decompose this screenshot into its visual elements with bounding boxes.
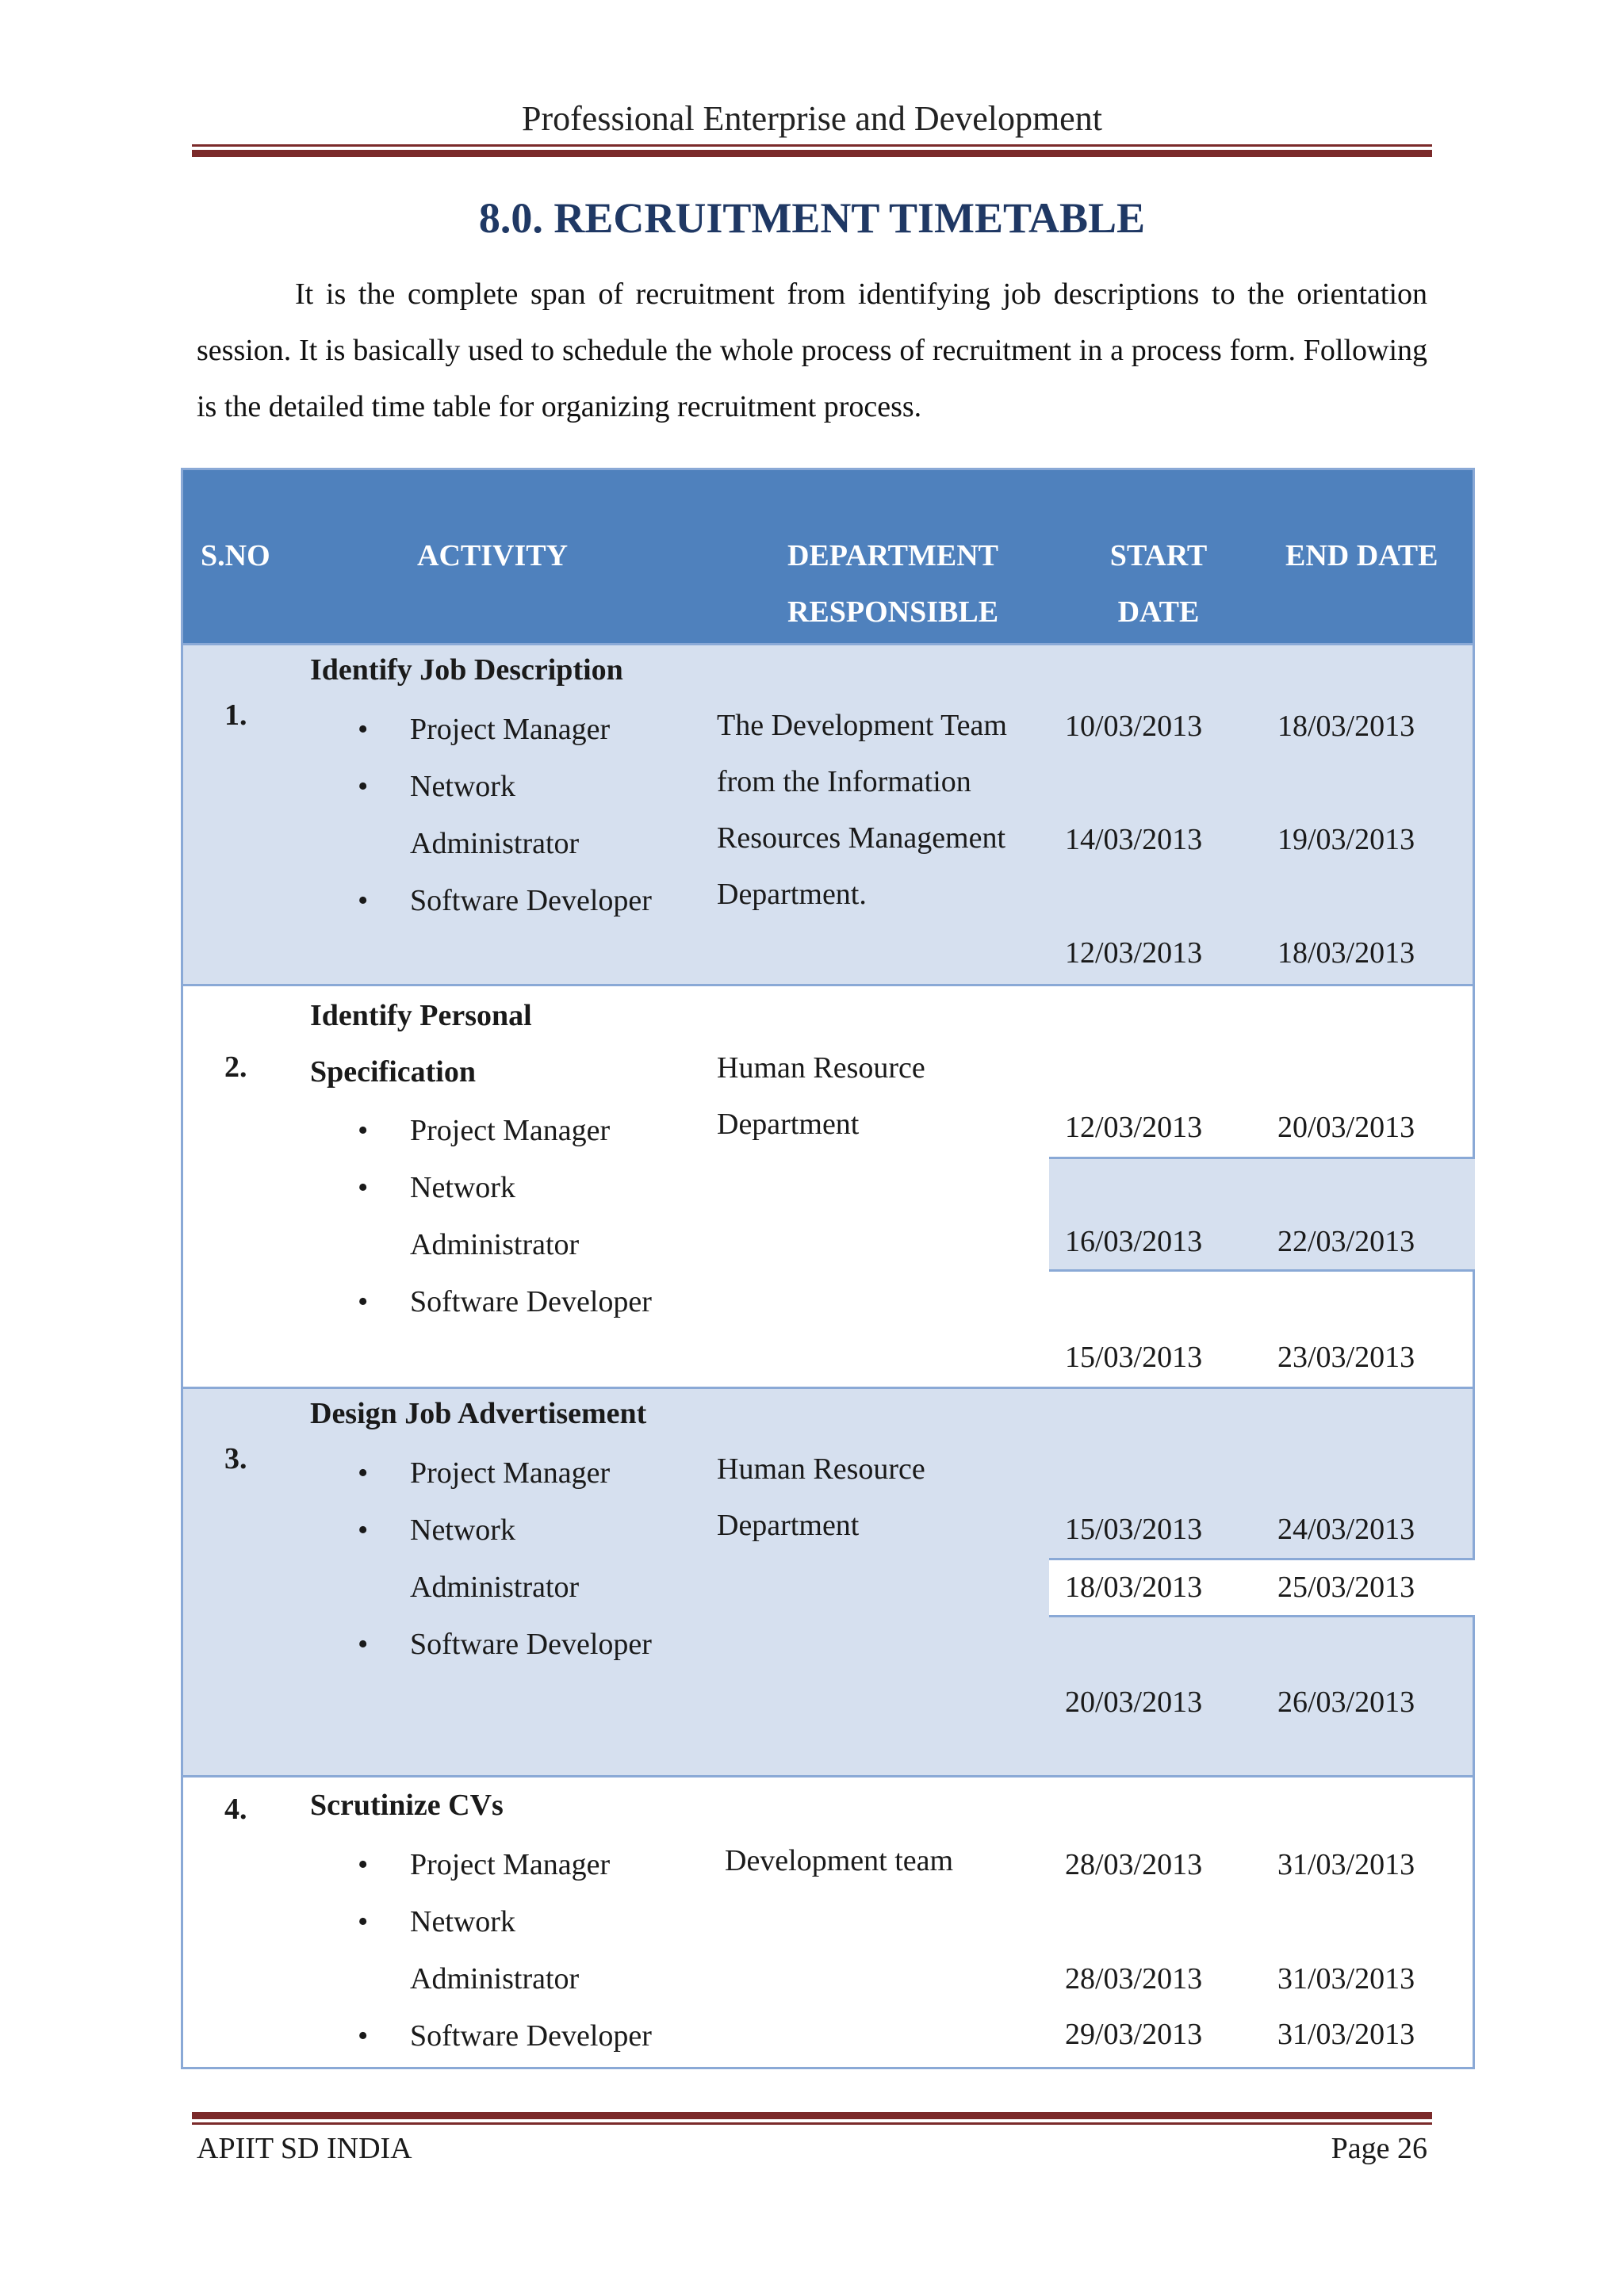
col-end: END DATE — [1285, 539, 1438, 572]
end-date: 31/03/2013 — [1277, 1962, 1415, 1996]
end-date: 31/03/2013 — [1277, 1848, 1415, 1881]
list-item: • Project Manager — [358, 1836, 691, 1893]
end-date: 19/03/2013 — [1277, 823, 1415, 856]
start-date: 28/03/2013 — [1065, 1848, 1203, 1881]
start-date: 15/03/2013 — [1065, 1341, 1203, 1374]
row-number: 4. — [224, 1793, 247, 1826]
list-item: • Software Developer — [358, 1273, 691, 1330]
row-number: 1. — [224, 698, 247, 732]
activity-title: Scrutinize CVs — [310, 1789, 504, 1822]
end-date: 18/03/2013 — [1277, 936, 1415, 970]
list-item: • Network — [358, 1159, 691, 1216]
footer-rule-thick — [192, 2112, 1432, 2119]
role-list — [358, 1836, 691, 2064]
bullet-icon: • — [358, 2019, 369, 2053]
list-item: • Software Developer — [358, 2007, 691, 2064]
list-item: • Software Developer — [358, 872, 691, 929]
start-date: 28/03/2013 — [1065, 1962, 1203, 1996]
start-date: 20/03/2013 — [1065, 1686, 1203, 1719]
col-start — [1095, 528, 1222, 641]
bullet-icon: • — [358, 1848, 369, 1881]
table-row — [183, 643, 1473, 984]
department: Human Resource Department — [717, 1051, 925, 1141]
running-header: Professional Enterprise and Development — [522, 99, 1102, 138]
end-date: 20/03/2013 — [1277, 1111, 1415, 1144]
end-date: 24/03/2013 — [1277, 1513, 1415, 1546]
start-date: 29/03/2013 — [1065, 2018, 1203, 2051]
list-item: • Project Manager — [358, 1445, 691, 1502]
bullet-icon: • — [358, 884, 369, 917]
footer-rule-thin — [192, 2122, 1432, 2125]
list-item: Administrator — [410, 827, 580, 860]
bullet-icon: • — [358, 1628, 369, 1661]
col-department-line2: RESPONSIBLE — [787, 595, 999, 629]
department: Development team — [725, 1844, 954, 1877]
start-date: 16/03/2013 — [1065, 1225, 1203, 1258]
recruitment-timetable — [181, 468, 1475, 2069]
end-date: 22/03/2013 — [1277, 1225, 1415, 1258]
table-header — [183, 470, 1473, 643]
bullet-icon: • — [358, 770, 369, 803]
table-row — [183, 1775, 1473, 2067]
col-sno: S.NO — [201, 539, 270, 572]
bullet-icon: • — [358, 1285, 369, 1318]
activity-title: Identify Personal Specification — [310, 999, 532, 1089]
end-date: 26/03/2013 — [1277, 1686, 1415, 1719]
activity-title: Design Job Advertisement — [310, 1397, 647, 1430]
end-date: 18/03/2013 — [1277, 710, 1415, 743]
role-list — [358, 1102, 691, 1330]
row-number: 3. — [224, 1442, 247, 1475]
role-list — [358, 701, 691, 929]
bullet-icon: • — [358, 1171, 369, 1204]
list-item: • Project Manager — [358, 701, 691, 758]
end-date: 31/03/2013 — [1277, 2018, 1415, 2051]
list-item: Administrator — [410, 1962, 580, 1996]
department: The Development Team from the Information Resources Management Department. — [717, 709, 1007, 911]
end-date: 25/03/2013 — [1277, 1571, 1415, 1604]
start-date: 10/03/2013 — [1065, 710, 1203, 743]
list-item: • Network — [358, 1502, 691, 1559]
bullet-icon: • — [358, 1114, 369, 1147]
list-item: • Network — [358, 758, 691, 815]
start-date: 12/03/2013 — [1065, 936, 1203, 970]
activity-title: Identify Job Description — [310, 653, 623, 687]
row-number: 2. — [224, 1050, 247, 1084]
col-activity: ACTIVITY — [417, 539, 569, 572]
start-date: 14/03/2013 — [1065, 823, 1203, 856]
bullet-icon: • — [358, 1456, 369, 1490]
end-date: 23/03/2013 — [1277, 1341, 1415, 1374]
col-start-line1: START — [1109, 539, 1208, 572]
bullet-icon: • — [358, 713, 369, 746]
bullet-icon: • — [358, 1513, 369, 1547]
start-date: 12/03/2013 — [1065, 1111, 1203, 1144]
role-list — [358, 1445, 691, 1673]
list-item: • Software Developer — [358, 1616, 691, 1673]
col-department-line1: DEPARTMENT — [787, 539, 999, 572]
intro-paragraph: It is the complete span of recruitment from identifying job descriptions to the orientation session. It is basically used to schedule the whole process of recruitment in a process form. Following is the detailed time table for organizing recruitment process. — [197, 277, 1427, 423]
header-rule-thick — [192, 150, 1432, 157]
list-item: Administrator — [410, 1571, 580, 1604]
department: Human Resource Department — [717, 1452, 925, 1542]
table-row — [183, 1387, 1473, 1775]
col-department — [758, 528, 1028, 641]
col-start-line2: DATE — [1117, 595, 1200, 629]
header-rule-thin — [192, 144, 1432, 147]
list-item: Administrator — [410, 1228, 580, 1261]
footer-organization: APIIT SD INDIA — [197, 2132, 412, 2165]
page-number: Page 26 — [1331, 2132, 1427, 2165]
start-date: 18/03/2013 — [1065, 1571, 1203, 1604]
section-title: 8.0. RECRUITMENT TIMETABLE — [478, 194, 1146, 242]
bullet-icon: • — [358, 1905, 369, 1938]
table-row — [183, 984, 1473, 1387]
start-date: 15/03/2013 — [1065, 1513, 1203, 1546]
list-item: • Project Manager — [358, 1102, 691, 1159]
list-item: • Network — [358, 1893, 691, 1950]
